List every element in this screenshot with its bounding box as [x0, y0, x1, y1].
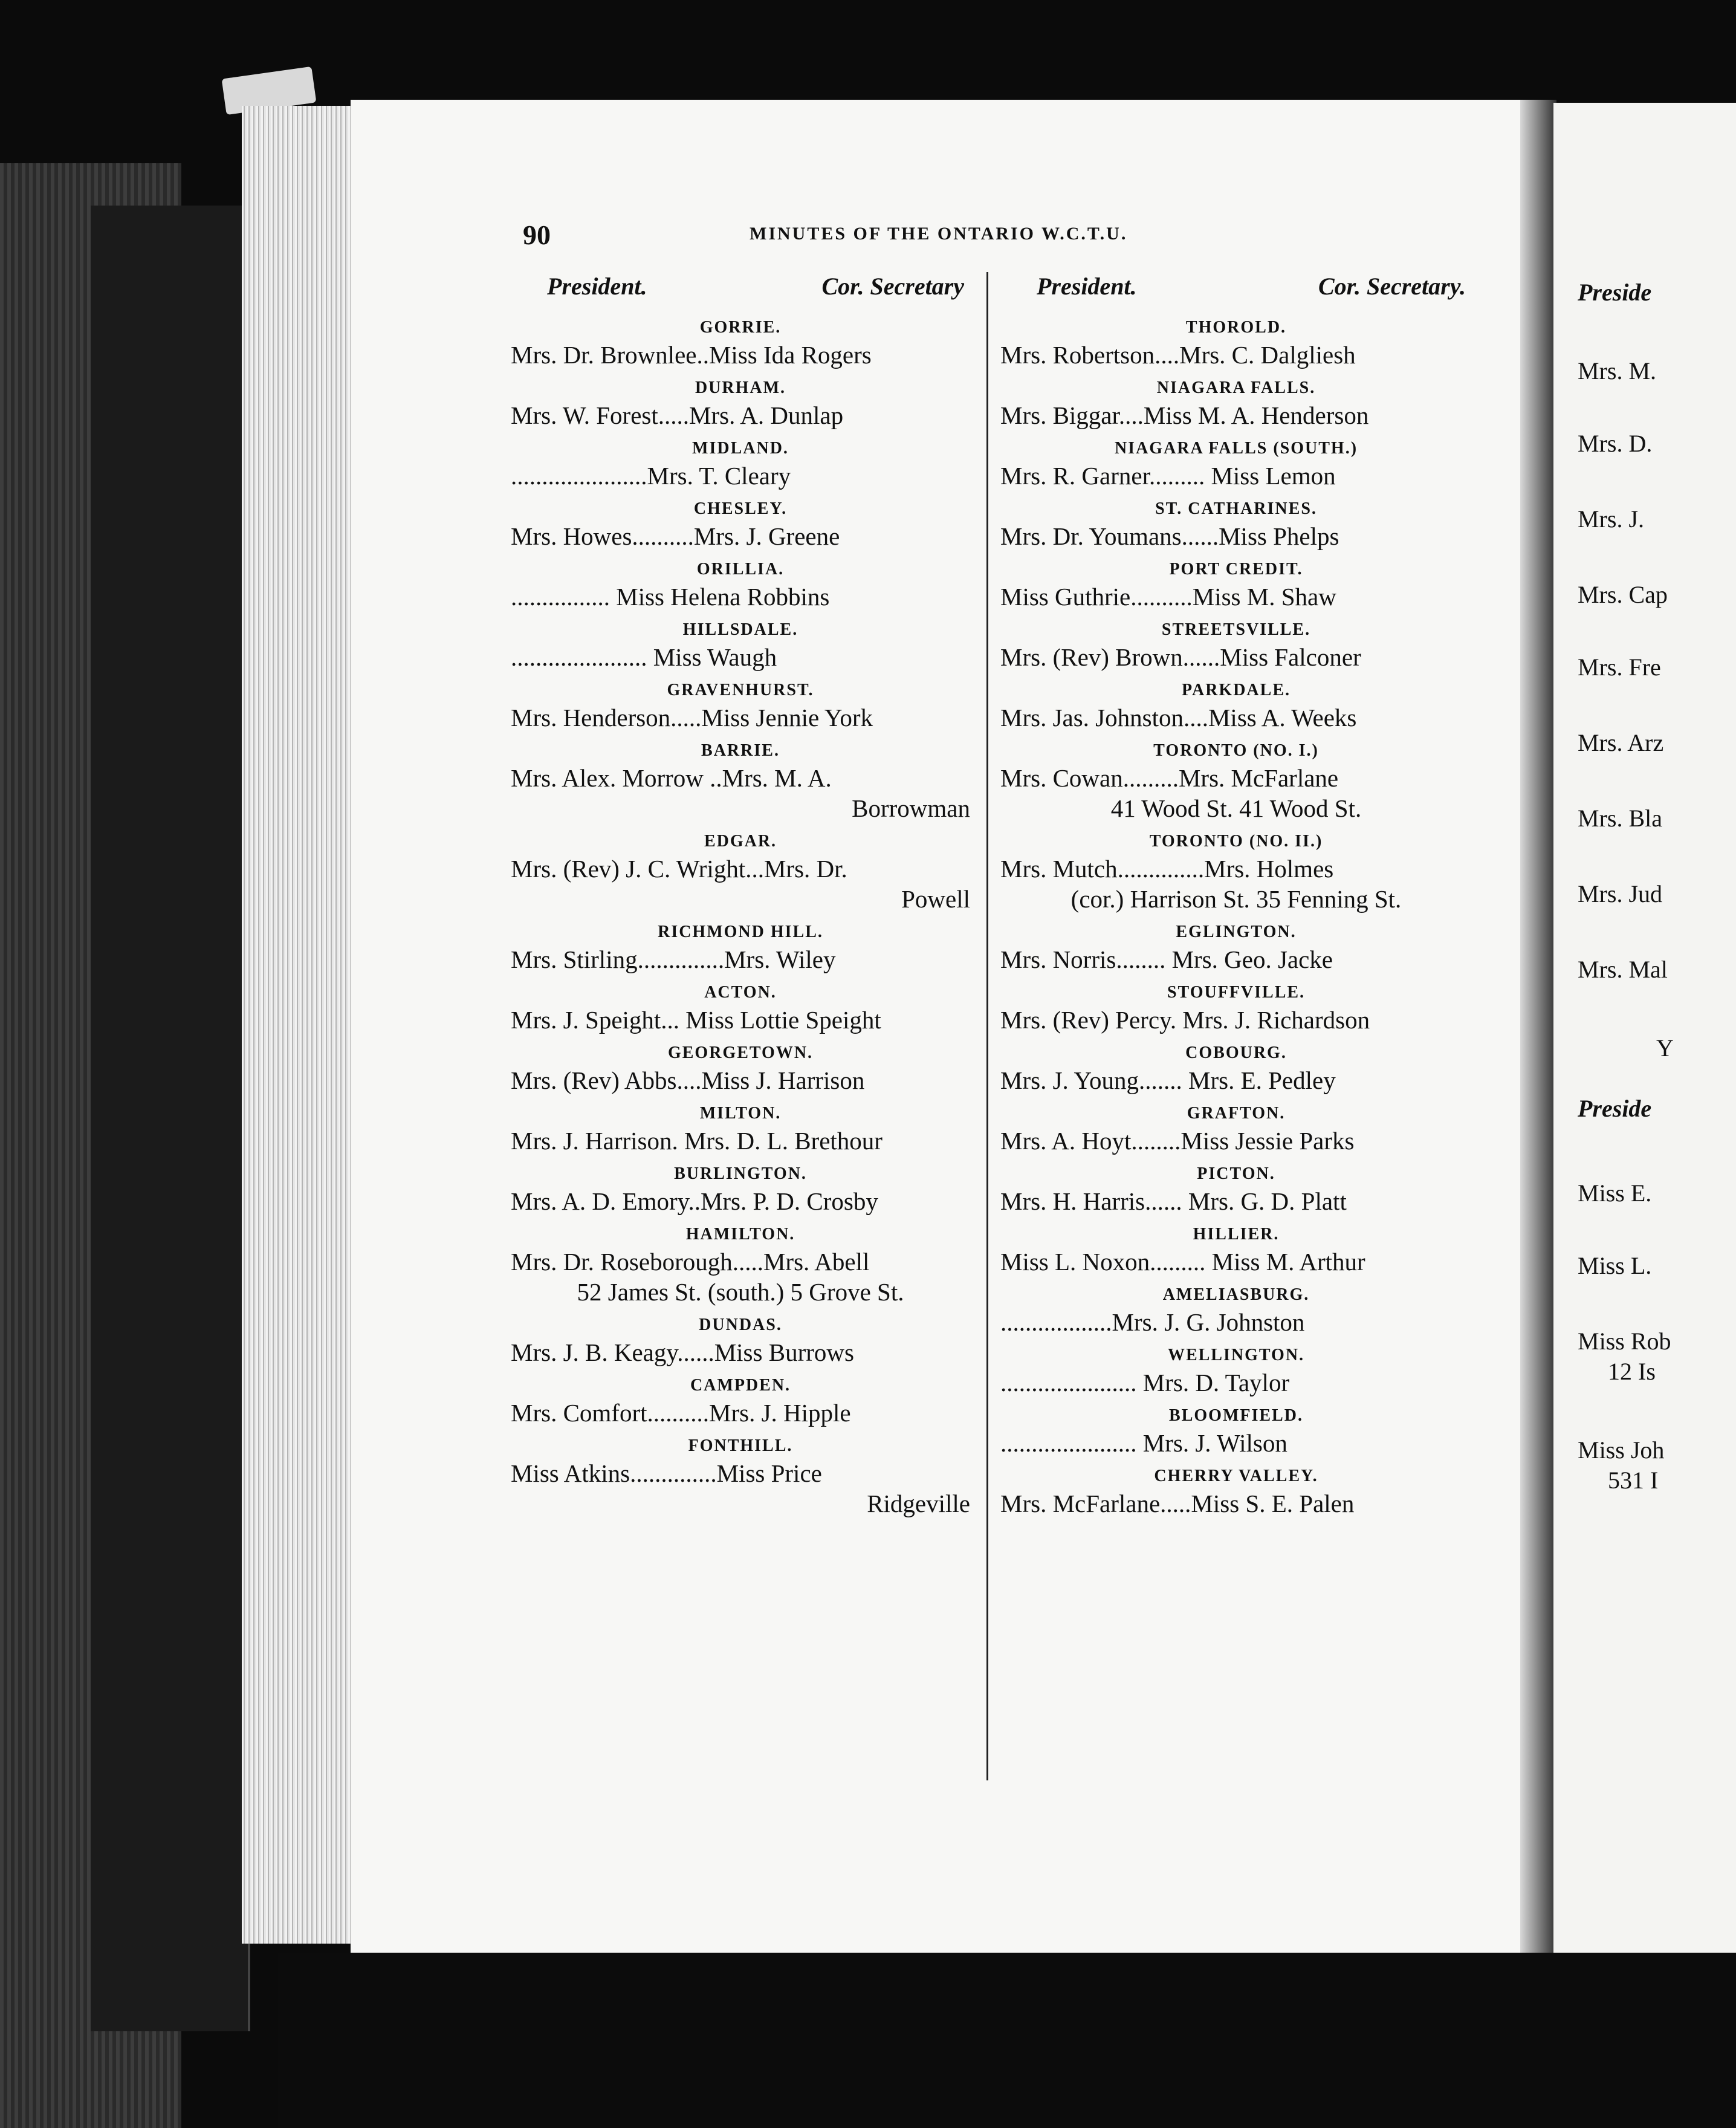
branch-entry: [511, 618, 970, 672]
officer-line: Mrs. W. Forest.....Mrs. A. Dunlap: [511, 401, 844, 429]
right-entries: [1000, 316, 1472, 1519]
officer-line: Mrs. Robertson....Mrs. C. Dalgliesh: [1000, 341, 1356, 369]
branch-place-name: THOROLD.: [1185, 318, 1287, 337]
secretary-header: Cor. Secretary.: [1318, 273, 1466, 300]
branch-place-name: WELLINGTON.: [1167, 1346, 1305, 1364]
officer-continuation: 52 James St. (south.) 5 Grove St.: [577, 1278, 904, 1306]
branch-entry: [511, 1434, 970, 1519]
officer-line: Mrs. (Rev) Abbs....Miss J. Harrison: [511, 1066, 865, 1094]
branch-entry: [1000, 1162, 1472, 1216]
officer-line: Mrs. Dr. Roseborough.....Mrs. Abell: [511, 1248, 870, 1276]
book-gutter: [1520, 100, 1556, 1962]
facing-page-text: 531 I: [1608, 1467, 1659, 1494]
branch-entry: [1000, 981, 1472, 1035]
officer-line: Mrs. Cowan.........Mrs. McFarlane: [1000, 764, 1339, 792]
branch-entry: [511, 316, 970, 370]
branch-entry: [511, 436, 970, 491]
branch-place-name: CHERRY VALLEY.: [1154, 1467, 1318, 1485]
branch-place-name: GRAFTON.: [1187, 1104, 1286, 1123]
branch-entry: [511, 557, 970, 612]
officer-continuation: (cor.) Harrison St. 35 Fenning St.: [1070, 885, 1402, 913]
officer-line: Mrs. A. Hoyt........Miss Jessie Parks: [1000, 1127, 1355, 1155]
branch-place-name: NIAGARA FALLS.: [1156, 378, 1316, 397]
officer-line: Mrs. J. Speight... Miss Lottie Speight: [511, 1006, 881, 1034]
running-head: MINUTES OF THE ONTARIO W.C.T.U.: [750, 224, 1128, 244]
branch-entry: [511, 1101, 970, 1156]
branch-entry: [511, 1041, 970, 1095]
officer-line: Mrs. McFarlane.....Miss S. E. Palen: [1000, 1490, 1355, 1517]
branch-place-name: ORILLIA.: [696, 560, 785, 579]
branch-entry: [1000, 678, 1472, 733]
officer-line: Miss Atkins..............Miss Price: [511, 1459, 822, 1487]
facing-page-text: Preside: [1578, 279, 1652, 306]
officer-line: Mrs. (Rev) J. C. Wright...Mrs. Dr.: [511, 855, 847, 883]
officer-line: Mrs. J. Young....... Mrs. E. Pedley: [1000, 1066, 1336, 1094]
branch-place-name: AMELIASBURG.: [1162, 1285, 1310, 1304]
officer-line: Mrs. Dr. Youmans......Miss Phelps: [1000, 522, 1339, 550]
branch-place-name: CAMPDEN.: [690, 1376, 791, 1395]
branch-entry: [511, 920, 970, 975]
branch-entry: [511, 678, 970, 733]
branch-entry: [1000, 920, 1472, 975]
page-edges: [242, 106, 363, 1944]
facing-page-text: Mrs. D.: [1578, 430, 1653, 457]
left-column: [511, 272, 970, 1519]
officer-line: Miss Guthrie..........Miss M. Shaw: [1000, 583, 1336, 611]
branch-entry: [511, 1313, 970, 1367]
facing-page-text: Mrs. Fre: [1578, 654, 1661, 681]
officer-line: Mrs. A. D. Emory..Mrs. P. D. Crosby: [511, 1187, 878, 1215]
branch-entry: [1000, 497, 1472, 551]
branch-entry: [1000, 1222, 1472, 1277]
branch-entry: [1000, 1464, 1472, 1519]
left-entries: [511, 316, 970, 1519]
officer-line: ...................... Mrs. J. Wilson: [1000, 1429, 1287, 1457]
facing-page-text: Mrs. Jud: [1578, 880, 1663, 907]
officer-continuation: Borrowman: [852, 794, 970, 822]
officer-line: ..................Mrs. J. G. Johnston: [1000, 1308, 1305, 1336]
branch-entry: [511, 739, 970, 823]
branch-place-name: EGLINGTON.: [1176, 923, 1297, 941]
facing-page-fragment: [1553, 103, 1736, 1965]
branch-entry: [1000, 1041, 1472, 1095]
branch-place-name: BURLINGTON.: [674, 1164, 807, 1183]
table-surface: [278, 1953, 1736, 2128]
branch-place-name: COBOURG.: [1185, 1043, 1287, 1062]
column-header: [1000, 272, 1472, 310]
column-divider: [986, 272, 988, 1780]
branch-place-name: HAMILTON.: [685, 1225, 795, 1244]
officer-continuation: 41 Wood St. 41 Wood St.: [1110, 794, 1362, 822]
facing-page-text: Mrs. J.: [1578, 505, 1645, 533]
branch-entry: [1000, 1404, 1472, 1458]
branch-place-name: RICHMOND HILL.: [658, 923, 823, 941]
branch-entry: [1000, 739, 1472, 823]
branch-entry: [1000, 376, 1472, 430]
branch-entry: [1000, 618, 1472, 672]
branch-place-name: EDGAR.: [704, 832, 777, 851]
officer-line: Miss L. Noxon......... Miss M. Arthur: [1000, 1248, 1365, 1276]
officer-line: Mrs. Comfort..........Mrs. J. Hipple: [511, 1399, 851, 1427]
branch-place-name: STREETSVILLE.: [1161, 620, 1311, 639]
branch-place-name: NIAGARA FALLS (SOUTH.): [1114, 439, 1358, 458]
branch-entry: [1000, 1101, 1472, 1156]
officer-line: Mrs. Dr. Brownlee..Miss Ida Rogers: [511, 341, 872, 369]
facing-page-text: Mrs. Arz: [1578, 729, 1664, 756]
facing-page-text: Mrs. Cap: [1578, 581, 1668, 608]
president-header: President.: [1037, 273, 1137, 300]
facing-page-text: Miss Joh: [1578, 1436, 1665, 1464]
branch-place-name: DURHAM.: [695, 378, 786, 397]
facing-page-text: Miss L.: [1578, 1252, 1652, 1279]
branch-entry: [511, 497, 970, 551]
branch-entry: [1000, 1283, 1472, 1337]
branch-entry: [1000, 436, 1472, 491]
branch-place-name: DUNDAS.: [699, 1315, 782, 1334]
branch-place-name: FONTHILL.: [688, 1436, 793, 1455]
right-column: [1000, 272, 1472, 1519]
column-header: [511, 272, 970, 310]
branch-entry: [511, 981, 970, 1035]
branch-entry: [511, 1222, 970, 1307]
branch-place-name: PORT CREDIT.: [1169, 560, 1303, 579]
facing-page-text: Mrs. M.: [1578, 357, 1657, 384]
officer-line: Mrs. J. Harrison. Mrs. D. L. Brethour: [511, 1127, 883, 1155]
branch-place-name: TORONTO (NO. I.): [1153, 741, 1319, 760]
president-header: President.: [547, 273, 647, 300]
branch-place-name: PICTON.: [1197, 1164, 1275, 1183]
branch-place-name: BARRIE.: [701, 741, 780, 760]
branch-entry: [1000, 316, 1472, 370]
secretary-header: Cor. Secretary: [821, 273, 964, 300]
branch-entry: [1000, 1343, 1472, 1398]
branch-place-name: CHESLEY.: [693, 499, 788, 518]
branch-entry: [511, 829, 970, 914]
officer-line: Mrs. Biggar....Miss M. A. Henderson: [1000, 401, 1369, 429]
facing-page-text: Mrs. Mal: [1578, 956, 1668, 983]
branch-entry: [511, 1374, 970, 1428]
facing-page-text: Preside: [1578, 1095, 1652, 1122]
officer-continuation: Ridgeville: [867, 1490, 970, 1517]
officer-line: Mrs. R. Garner......... Miss Lemon: [1000, 462, 1336, 490]
branch-place-name: BLOOMFIELD.: [1169, 1406, 1303, 1425]
branch-place-name: STOUFFVILLE.: [1167, 983, 1306, 1002]
officer-line: Mrs. Howes..........Mrs. J. Greene: [511, 522, 840, 550]
facing-page-text: Miss Rob: [1578, 1328, 1671, 1355]
branch-entry: [1000, 829, 1472, 914]
officer-line: ......................Mrs. T. Cleary: [511, 462, 791, 490]
branch-place-name: GORRIE.: [699, 318, 782, 337]
branch-place-name: TORONTO (NO. II.): [1149, 832, 1323, 851]
branch-place-name: GRAVENHURST.: [667, 681, 814, 699]
officer-line: Mrs. Stirling..............Mrs. Wiley: [511, 946, 836, 973]
branch-place-name: MIDLAND.: [692, 439, 789, 458]
officer-line: Mrs. Alex. Morrow ..Mrs. M. A.: [511, 764, 832, 792]
branch-place-name: HILLSDALE.: [682, 620, 798, 639]
branch-place-name: GEORGETOWN.: [667, 1043, 814, 1062]
officer-line: Mrs. Norris........ Mrs. Geo. Jacke: [1000, 946, 1333, 973]
facing-page-text: Y: [1656, 1034, 1674, 1062]
officer-line: Mrs. (Rev) Brown......Miss Falconer: [1000, 643, 1361, 671]
branch-place-name: ACTON.: [704, 983, 777, 1002]
branch-entry: [1000, 557, 1472, 612]
branch-place-name: ST. CATHARINES.: [1155, 499, 1317, 518]
officer-continuation: Powell: [901, 885, 970, 913]
officer-line: Mrs. H. Harris...... Mrs. G. D. Platt: [1000, 1187, 1347, 1215]
branch-place-name: MILTON.: [699, 1104, 782, 1123]
officer-line: ...................... Miss Waugh: [511, 643, 777, 671]
officer-line: Mrs. (Rev) Percy. Mrs. J. Richardson: [1000, 1006, 1370, 1034]
book-board: [91, 206, 250, 2031]
facing-page-text: Miss E.: [1578, 1179, 1652, 1207]
branch-place-name: PARKDALE.: [1181, 681, 1291, 699]
facing-page-text: 12 Is: [1608, 1358, 1656, 1385]
officer-line: Mrs. Mutch..............Mrs. Holmes: [1000, 855, 1334, 883]
branch-place-name: HILLIER.: [1193, 1225, 1280, 1244]
officer-line: ................ Miss Helena Robbins: [511, 583, 830, 611]
branch-entry: [511, 1162, 970, 1216]
officer-line: Mrs. Henderson.....Miss Jennie York: [511, 704, 873, 731]
officer-line: Mrs. J. B. Keagy......Miss Burrows: [511, 1338, 854, 1366]
branch-entry: [511, 376, 970, 430]
facing-page-text: Mrs. Bla: [1578, 805, 1662, 832]
officer-line: Mrs. Jas. Johnston....Miss A. Weeks: [1000, 704, 1357, 731]
officer-line: ...................... Mrs. D. Taylor: [1000, 1369, 1290, 1396]
page-number: 90: [523, 219, 551, 250]
